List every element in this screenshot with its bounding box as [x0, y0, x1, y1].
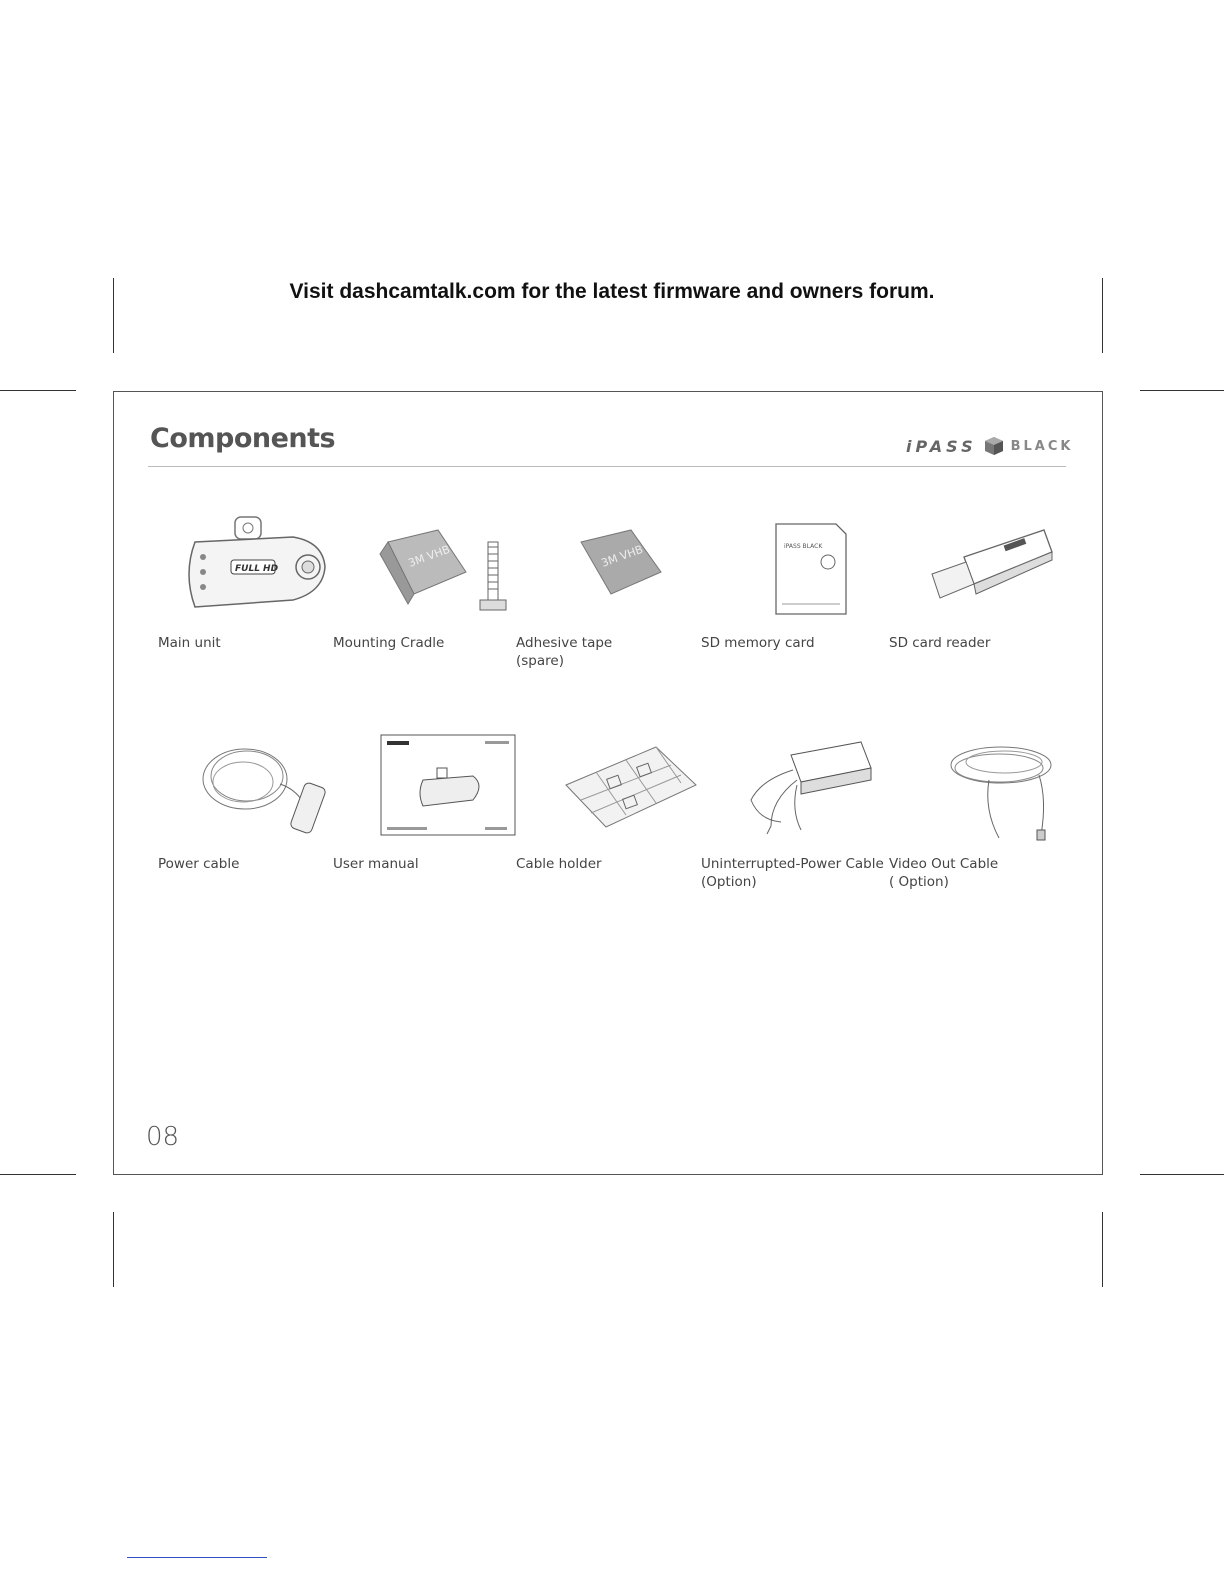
component-power-cable — [170, 724, 360, 844]
crop-mark — [113, 1212, 114, 1287]
sd-card-reader-icon — [904, 512, 1064, 617]
page-title: Components — [150, 423, 336, 454]
component-sd-card — [701, 512, 891, 617]
firmware-banner: Visit dashcamtalk.com for the latest firmware and owners forum. — [289, 280, 935, 303]
title-divider — [148, 466, 1066, 467]
component-adhesive-tape — [516, 512, 706, 617]
uninterrupted-power-cable-icon — [731, 730, 891, 840]
svg-text:3M VHB: 3M VHB — [599, 542, 645, 570]
link-underline — [127, 1557, 267, 1558]
user-manual-icon — [373, 730, 523, 840]
component-label: Adhesive tape (spare) — [516, 635, 613, 669]
crop-mark — [1140, 1174, 1224, 1175]
crop-mark — [0, 1174, 76, 1175]
component-label: Video Out Cable ( Option) — [889, 856, 999, 890]
component-label: Uninterrupted-Power Cable (Option) — [701, 856, 884, 890]
power-cable-icon — [185, 724, 345, 844]
cable-holder-icon — [546, 735, 706, 840]
adhesive-tape-icon — [531, 512, 691, 617]
cube-logo-icon — [983, 435, 1005, 457]
svg-text:3M VHB: 3M VHB — [406, 542, 452, 570]
component-label: Mounting Cradle — [333, 635, 445, 651]
crop-mark — [1140, 390, 1224, 391]
crop-mark — [1102, 1212, 1103, 1287]
crop-mark — [0, 390, 76, 391]
component-video-out-cable — [909, 730, 1099, 845]
sd-card-icon — [716, 512, 876, 617]
component-label: Cable holder — [516, 856, 602, 872]
component-label: Power cable — [158, 856, 240, 872]
component-label: SD memory card — [701, 635, 815, 651]
component-uninterrupted-power-cable — [716, 730, 906, 840]
mounting-cradle-icon — [348, 512, 508, 617]
component-user-manual — [353, 730, 543, 840]
component-label: SD card reader — [889, 635, 991, 651]
video-out-cable-icon — [929, 730, 1079, 845]
logo-prefix: iPASS — [906, 436, 977, 456]
svg-text:FULL HD: FULL HD — [235, 564, 279, 574]
component-cable-holder — [531, 735, 721, 840]
svg-text:iPASS BLACK: iPASS BLACK — [784, 543, 823, 550]
page-number: 08 — [146, 1122, 180, 1152]
component-mounting-cradle — [333, 512, 523, 617]
brand-logo — [906, 433, 1073, 459]
component-label: Main unit — [158, 635, 221, 651]
component-label: User manual — [333, 856, 419, 872]
component-main-unit — [158, 512, 348, 617]
dashcam-main-unit-icon — [173, 512, 333, 617]
component-sd-card-reader — [889, 512, 1079, 617]
logo-suffix: BLACK — [1010, 438, 1074, 454]
